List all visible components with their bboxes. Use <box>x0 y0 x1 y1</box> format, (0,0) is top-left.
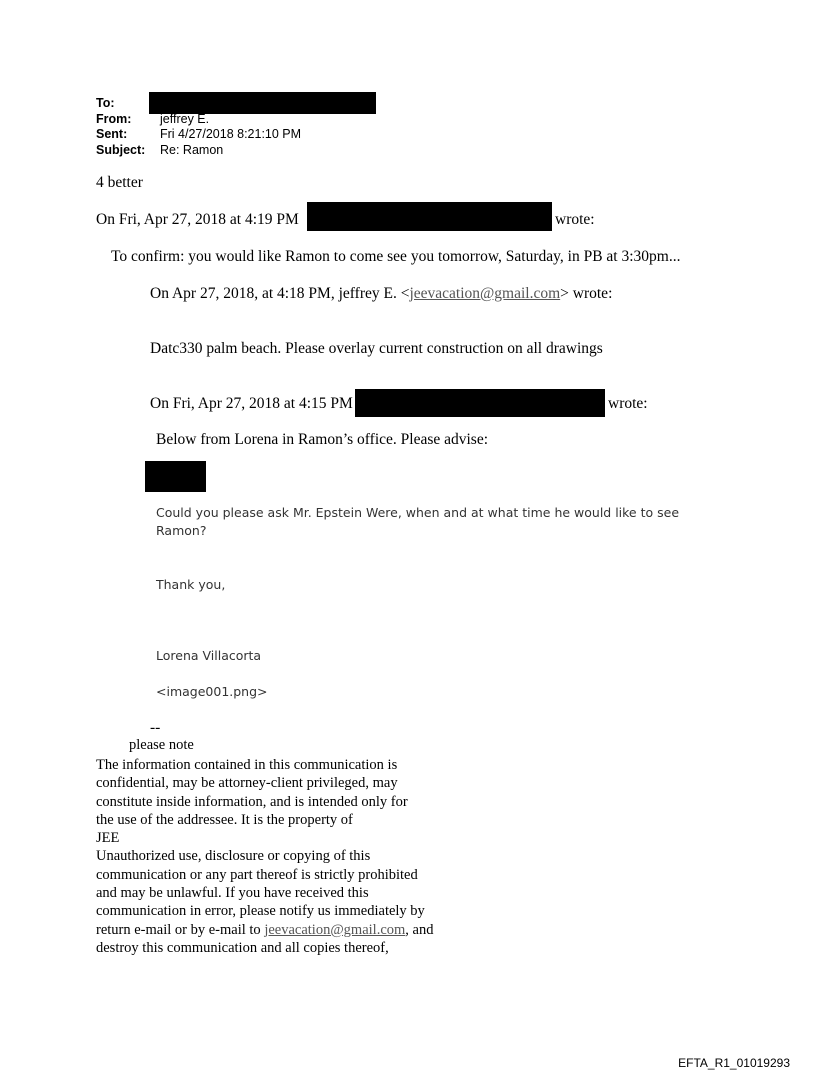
redaction-to <box>149 92 376 114</box>
disclaimer-line: Unauthorized use, disclosure or copying of this <box>96 848 371 865</box>
sent-value: Fri 4/27/2018 8:21:10 PM <box>160 127 302 141</box>
quote3-header-pre: On Fri, Apr 27, 2018 at 4:15 PM <box>150 395 353 412</box>
disclaimer <box>96 756 433 957</box>
quote2-header-post: > wrote: <box>560 285 613 302</box>
quote2-header-pre: On Apr 27, 2018, at 4:18 PM, jeffrey E. < <box>150 285 410 302</box>
document-id: EFTA_R1_01019293 <box>678 1056 790 1070</box>
disclaimer-final-line: destroy this communication and all copies thereof, <box>96 939 389 956</box>
redaction-block <box>145 461 206 492</box>
disclaimer-line: communication in error, please notify us immediately by <box>96 903 425 920</box>
subject-value: Re: Ramon <box>160 143 224 157</box>
disclaimer-email-link[interactable]: jeevacation@gmail.com <box>264 921 406 938</box>
disclaimer-line: the use of the addressee. It is the property of <box>96 811 353 828</box>
quote1-header-post: wrote: <box>555 211 595 228</box>
quote3-header-post: wrote: <box>608 395 648 412</box>
disclaimer-line: The information contained in this communication is <box>96 757 398 773</box>
from-value: jeffrey E. <box>160 112 210 126</box>
lorena-message-line1: Could you please ask Mr. Epstein Were, when and at what time he would like to see <box>156 505 680 520</box>
please-note-text: please note <box>129 737 194 753</box>
disclaimer-line: confidential, may be attorney-client privileged, may <box>96 775 398 792</box>
disclaimer-line: constitute inside information, and is intended only for <box>96 793 408 810</box>
signature-name: Lorena Villacorta <box>156 648 262 663</box>
disclaimer-line: communication or any part thereof is strictly prohibited <box>96 866 418 883</box>
thanks-text: Thank you, <box>156 577 226 592</box>
disclaimer-email-pre: return e-mail or by e-mail to <box>96 921 265 938</box>
to-label: To: <box>96 96 115 110</box>
signature-separator: -- <box>150 719 161 736</box>
sent-label: Sent: <box>96 127 128 141</box>
quote2-text: Datc330 palm beach. Please overlay current construction on all drawings <box>150 340 603 357</box>
disclaimer-line: and may be unlawful. If you have received this <box>96 885 369 902</box>
redaction-quote1-sender <box>307 202 552 231</box>
redaction-quote3-sender <box>355 389 605 417</box>
quote1-header-pre: On Fri, Apr 27, 2018 at 4:19 PM <box>96 211 299 228</box>
reply-text: 4 better <box>96 174 143 191</box>
disclaimer-email-post: , and <box>405 921 434 938</box>
from-label: From: <box>96 112 132 126</box>
quote2-email-link[interactable]: jeevacation@gmail.com <box>409 285 561 302</box>
disclaimer-line: JEE <box>96 830 120 847</box>
disclaimer-email-line <box>96 921 433 939</box>
quote2-header <box>150 285 612 303</box>
subject-label: Subject: <box>96 143 146 157</box>
attachment-placeholder: <image001.png> <box>156 684 268 699</box>
lorena-message-line2: Ramon? <box>156 523 207 538</box>
quote1-text: To confirm: you would like Ramon to come see you tomorrow, Saturday, in PB at 3:30pm... <box>111 248 681 265</box>
quote3-text: Below from Lorena in Ramon’s office. Please advise: <box>156 431 489 448</box>
